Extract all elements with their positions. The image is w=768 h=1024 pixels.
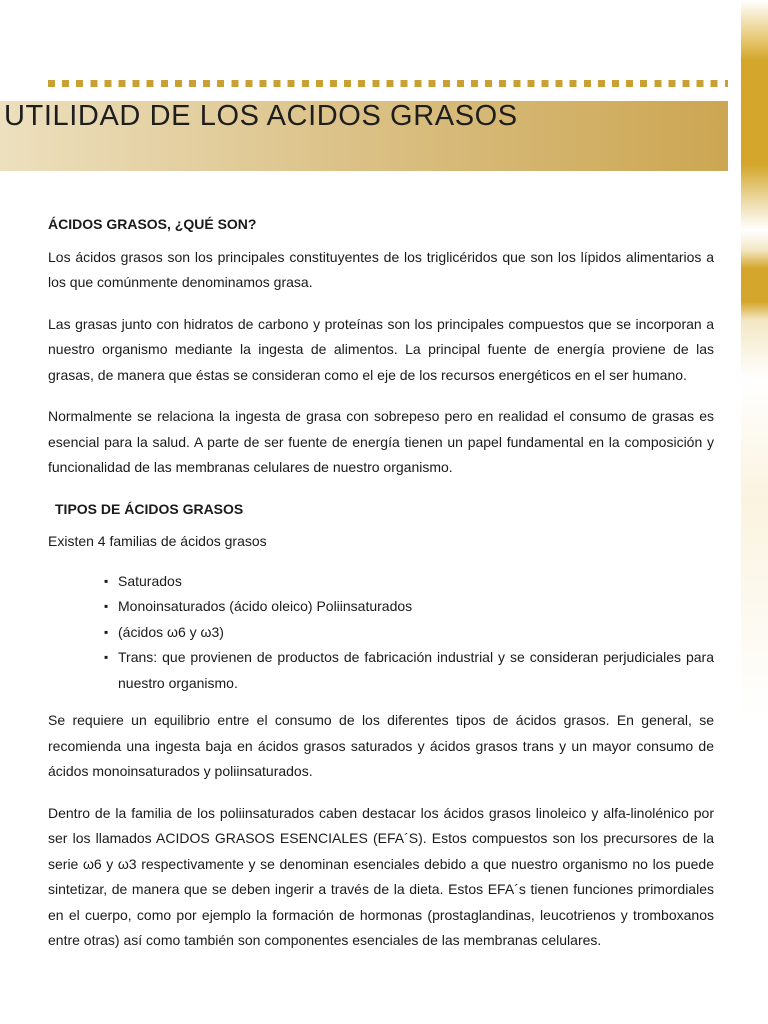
paragraph: Los ácidos grasos son los principales constituyentes de los triglicéridos que son los lípidos alimentarios a los que comúnmente denominamos grasa. bbox=[48, 248, 714, 290]
list-item: ▪ Monoinsaturados (ácido oleico) Poliinsaturados bbox=[118, 594, 714, 620]
paragraph: Las grasas junto con hidratos de carbono y proteínas son los principales compuestos que se incorporan a nuestro organismo mediante la ingesta de alimentos. La principal fuente de energía proviene de las grasas, de manera que éstas se consideran como el eje de los recursos energéticos en el ser humano. bbox=[48, 315, 714, 383]
list-item: ▪ (ácidos ω6 y ω3) bbox=[118, 620, 714, 646]
section-heading-what-are: ÁCIDOS GRASOS, ¿QUÉ SON? bbox=[48, 216, 257, 232]
paragraph: Se requiere un equilibrio entre el consumo de los diferentes tipos de ácidos grasos. En general, se recomienda una ingesta baja en ácidos grasos saturados y ácidos grasos trans y un mayor consumo de ácidos monoinsaturados y poliinsaturados. bbox=[48, 712, 714, 779]
side-stripe-middle bbox=[741, 230, 768, 380]
paragraph: Normalmente se relaciona la ingesta de grasa con sobrepeso pero en realidad el consumo de grasas es esencial para la salud. A parte de ser fuente de energía tienen un papel fundamental en la composición y funcionalidad de las membranas celulares de nuestro organismo. bbox=[48, 408, 714, 475]
side-stripe-bottom bbox=[741, 380, 768, 1024]
list-item: ▪ Saturados bbox=[118, 569, 714, 595]
list-item: ▪ Trans: que provienen de productos de fabricación industrial y se consideran perjudiciales para nuestro organismo. bbox=[118, 645, 714, 696]
side-stripe-top bbox=[741, 0, 768, 230]
paragraph: Dentro de la familia de los poliinsaturados caben destacar los ácidos grasos linoleico y alfa-linolénico por ser los llamados ACIDOS GRASOS ESENCIALES (EFA´S). Estos compuestos son los precursores de la serie ω6 y ω3 respectivamente y se denominan esenciales debido a que nuestro organismo no los puede sintetizar, de manera que se deben ingerir a través de la dieta. Estos EFA´s tienen funciones primordiales en el cuerpo, como por ejemplo la formación de hormonas (prostaglandinas, leucotrienos y tromboxanos entre otras) así como también son componentes esenciales de las membranas celulares. bbox=[48, 804, 714, 948]
fatty-acid-types-list bbox=[48, 569, 714, 697]
paragraph-intro: Existen 4 familias de ácidos grasos bbox=[48, 533, 267, 549]
section-heading-types: TIPOS DE ÁCIDOS GRASOS bbox=[55, 500, 244, 517]
document-body bbox=[48, 212, 714, 970]
dotted-rule bbox=[48, 80, 728, 87]
page-title: UTILIDAD DE LOS ACIDOS GRASOS bbox=[4, 100, 518, 132]
